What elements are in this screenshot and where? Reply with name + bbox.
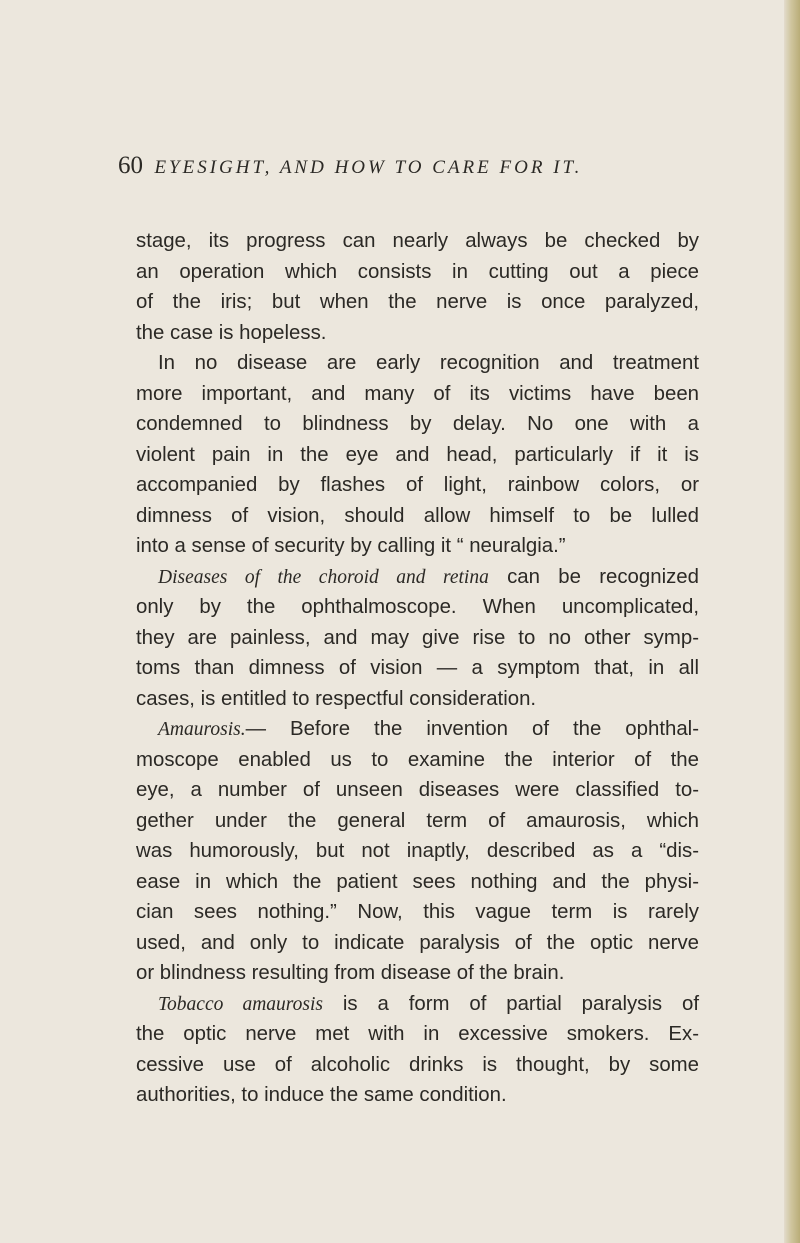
text-line: In no disease are early recognition and treatment bbox=[158, 352, 699, 374]
italic-heading: Amaurosis. bbox=[158, 719, 246, 740]
text-line: Diseases of the choroid and retina can be recognized bbox=[158, 565, 699, 588]
text-line: eye, a number of unseen diseases were classified to- bbox=[136, 779, 699, 801]
text-line: the case is hopeless. bbox=[136, 321, 327, 344]
text-line: violent pain in the eye and head, particularly if it is bbox=[136, 443, 699, 466]
running-head bbox=[118, 151, 582, 181]
text-line: Tobacco amaurosis is a form of partial paralysis of bbox=[158, 992, 699, 1015]
italic-heading: Tobacco amaurosis bbox=[158, 993, 323, 1015]
text-line: only by the ophthalmoscope. When uncomplicated, bbox=[136, 596, 699, 618]
text-line: toms than dimness of vision — a symptom that, in all bbox=[136, 657, 699, 679]
text-line: stage, its progress can nearly always be checked by bbox=[136, 230, 699, 252]
text-line: was humorously, but not inaptly, described as a “dis- bbox=[136, 840, 699, 862]
text-line: ease in which the patient sees nothing and the physi- bbox=[136, 870, 699, 893]
running-head-title: EYESIGHT, AND HOW TO CARE FOR IT. bbox=[154, 157, 583, 178]
text-line: gether under the general term of amaurosis, which bbox=[136, 809, 699, 832]
text-line: Amaurosis.— Before the invention of the ophthal- bbox=[158, 718, 699, 740]
page-number: 60 bbox=[118, 152, 143, 179]
text-line: cases, is entitled to respectful consideration. bbox=[136, 687, 537, 710]
text-line: dimness of vision, should allow himself to be lulled bbox=[136, 504, 699, 527]
text-line: they are painless, and may give rise to no other symp- bbox=[136, 626, 699, 649]
text-line: or blindness resulting from disease of the brain. bbox=[136, 962, 565, 984]
text-line: an operation which consists in cutting out a piece bbox=[136, 260, 699, 283]
text-line: cian sees nothing.” Now, this vague term is rarely bbox=[136, 901, 699, 923]
text-line: cessive use of alcoholic drinks is thought, by some bbox=[136, 1053, 699, 1076]
text-line: into a sense of security by calling it “ neuralgia.” bbox=[136, 535, 566, 557]
text-line: authorities, to induce the same condition. bbox=[136, 1084, 507, 1106]
text-line: more important, and many of its victims have been bbox=[136, 382, 699, 405]
text-line: condemned to blindness by delay. No one with a bbox=[136, 413, 699, 435]
text-line: of the iris; but when the nerve is once paralyzed, bbox=[136, 291, 699, 313]
text-line: accompanied by flashes of light, rainbow colors, or bbox=[136, 474, 699, 496]
text-line: the optic nerve met with in excessive smokers. Ex- bbox=[136, 1023, 699, 1045]
body-text bbox=[136, 226, 699, 1111]
italic-heading: Diseases of the choroid and retina bbox=[158, 566, 489, 588]
text-line: used, and only to indicate paralysis of the optic nerve bbox=[136, 931, 699, 954]
page-edge-shadow bbox=[784, 0, 800, 1243]
text-line: moscope enabled us to examine the interior of the bbox=[136, 748, 699, 771]
